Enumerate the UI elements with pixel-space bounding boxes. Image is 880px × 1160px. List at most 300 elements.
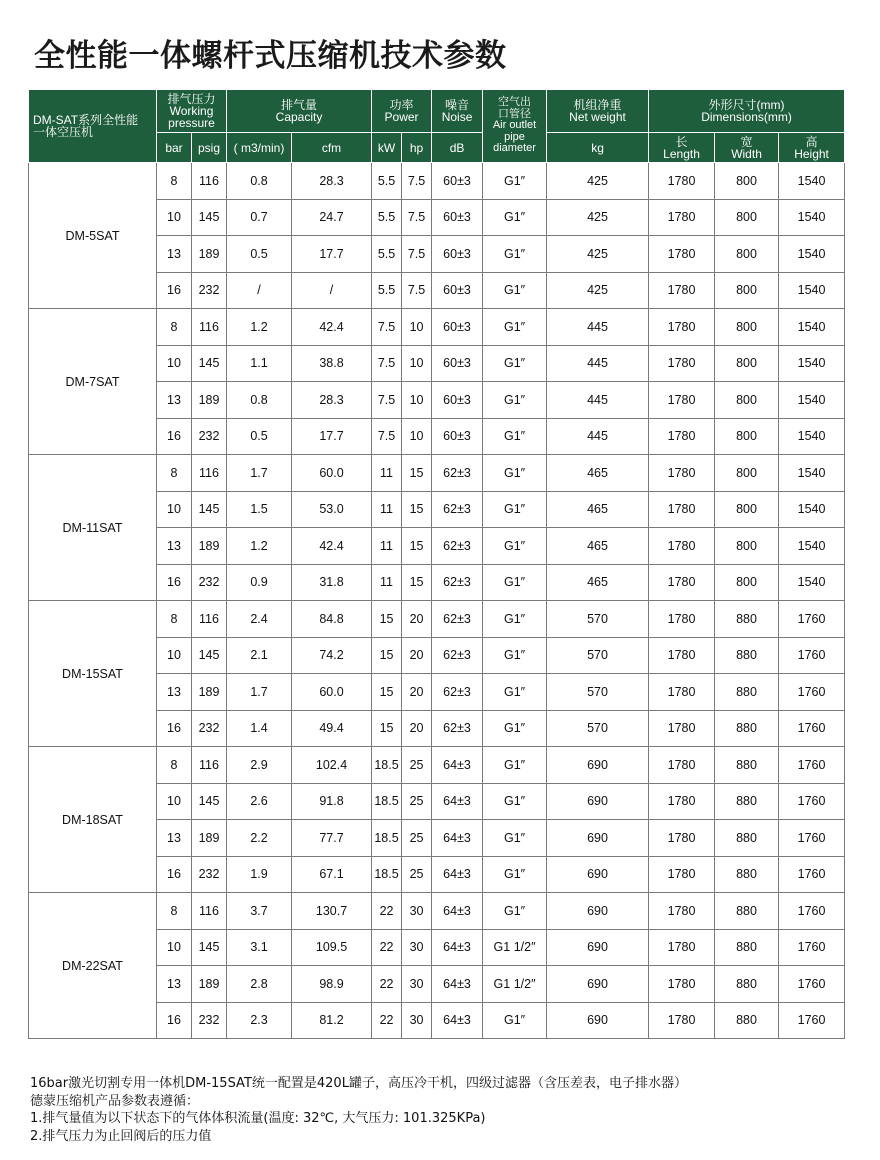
table-cell: 2.8 — [227, 966, 292, 1003]
table-cell: 880 — [715, 1002, 779, 1039]
table-cell: G1″ — [483, 418, 547, 455]
table-cell: 13 — [157, 528, 192, 565]
table-cell: 1.7 — [227, 674, 292, 711]
table-cell: 15 — [372, 637, 402, 674]
table-cell: 445 — [547, 382, 649, 419]
table-cell: 22 — [372, 893, 402, 930]
table-cell: 800 — [715, 491, 779, 528]
table-cell: 1760 — [779, 747, 845, 784]
note-line: 德蒙压缩机产品参数表遵循： — [30, 1093, 200, 1109]
table-cell: 10 — [402, 309, 432, 346]
table-cell: 60±3 — [432, 199, 483, 236]
table-cell: 16 — [157, 418, 192, 455]
table-cell: 1760 — [779, 893, 845, 930]
table-cell: 20 — [402, 710, 432, 747]
table-cell: 570 — [547, 601, 649, 638]
table-row — [29, 747, 845, 784]
table-cell: 1780 — [649, 674, 715, 711]
table-cell: 1760 — [779, 601, 845, 638]
table-cell: 18.5 — [372, 747, 402, 784]
table-cell: 1.1 — [227, 345, 292, 382]
table-cell: 10 — [157, 491, 192, 528]
table-cell: / — [292, 272, 372, 309]
table-cell: 1540 — [779, 455, 845, 492]
table-cell: 425 — [547, 236, 649, 273]
table-cell: 10 — [402, 345, 432, 382]
table-cell: 0.8 — [227, 163, 292, 200]
table-cell: 15 — [372, 710, 402, 747]
table-cell: 64±3 — [432, 966, 483, 1003]
table-cell: 7.5 — [372, 418, 402, 455]
table-cell: 11 — [372, 564, 402, 601]
table-cell: 3.1 — [227, 929, 292, 966]
table-cell: 62±3 — [432, 710, 483, 747]
table-cell: 10 — [157, 783, 192, 820]
table-cell: 11 — [372, 491, 402, 528]
table-cell: 0.7 — [227, 199, 292, 236]
table-cell: 53.0 — [292, 491, 372, 528]
table-cell: 62±3 — [432, 491, 483, 528]
unit-kg: kg — [547, 133, 649, 163]
table-cell: 42.4 — [292, 528, 372, 565]
table-cell: 1780 — [649, 382, 715, 419]
table-cell: 1780 — [649, 820, 715, 857]
table-cell: 7.5 — [372, 309, 402, 346]
note-line: 2.排气压力为止回阀后的压力值 — [30, 1128, 212, 1144]
table-cell: 570 — [547, 710, 649, 747]
unit-m3min: ( m3/min) — [227, 133, 292, 163]
table-cell: G1″ — [483, 710, 547, 747]
table-cell: 1780 — [649, 783, 715, 820]
table-cell: 800 — [715, 418, 779, 455]
table-cell: 0.5 — [227, 418, 292, 455]
model-cell: DM-15SAT — [29, 601, 157, 747]
table-cell: 10 — [157, 929, 192, 966]
model-cell: DM-18SAT — [29, 747, 157, 893]
table-cell: G1″ — [483, 637, 547, 674]
table-cell: 22 — [372, 1002, 402, 1039]
power-header: 功率 Power — [372, 90, 432, 133]
table-cell: 13 — [157, 966, 192, 1003]
table-cell: 1780 — [649, 601, 715, 638]
table-cell: 13 — [157, 236, 192, 273]
table-cell: 17.7 — [292, 418, 372, 455]
table-cell: G1″ — [483, 1002, 547, 1039]
model-header: DM-SAT系列全性能 一体空压机 — [29, 90, 157, 163]
page-title: 全性能一体螺杆式压缩机技术参数 — [34, 38, 507, 74]
table-cell: 465 — [547, 564, 649, 601]
table-cell: G1″ — [483, 309, 547, 346]
table-cell: 1.4 — [227, 710, 292, 747]
table-cell: 425 — [547, 163, 649, 200]
table-cell: 62±3 — [432, 674, 483, 711]
table-cell: 0.5 — [227, 236, 292, 273]
table-cell: 800 — [715, 382, 779, 419]
table-cell: 1760 — [779, 637, 845, 674]
note-line: 16bar激光切割专用一体机DM-15SAT统一配置是420L罐子，高压冷干机，四级过滤器（含压差表，电子排水器） — [30, 1076, 687, 1091]
table-cell: 880 — [715, 601, 779, 638]
table-cell: 1540 — [779, 491, 845, 528]
table-cell: 145 — [192, 783, 227, 820]
table-cell: 60±3 — [432, 272, 483, 309]
table-cell: 690 — [547, 856, 649, 893]
table-cell: 22 — [372, 929, 402, 966]
table-cell: G1″ — [483, 236, 547, 273]
table-cell: 880 — [715, 820, 779, 857]
table-cell: 10 — [157, 199, 192, 236]
table-cell: 2.9 — [227, 747, 292, 784]
table-cell: 16 — [157, 856, 192, 893]
table-cell: 20 — [402, 601, 432, 638]
table-cell: 1.2 — [227, 309, 292, 346]
table-cell: 1540 — [779, 309, 845, 346]
table-cell: 62±3 — [432, 637, 483, 674]
unit-height: 高 Height — [779, 133, 845, 163]
table-cell: 16 — [157, 272, 192, 309]
table-cell: 81.2 — [292, 1002, 372, 1039]
table-cell: 145 — [192, 637, 227, 674]
outlet-header: 空气出 口管径 Air outlet pipe diameter — [483, 90, 547, 163]
model-cell: DM-11SAT — [29, 455, 157, 601]
table-cell: 102.4 — [292, 747, 372, 784]
table-cell: G1″ — [483, 382, 547, 419]
table-cell: 15 — [402, 491, 432, 528]
table-cell: 1.7 — [227, 455, 292, 492]
table-cell: 1780 — [649, 856, 715, 893]
table-cell: 690 — [547, 820, 649, 857]
table-cell: 690 — [547, 966, 649, 1003]
table-cell: 7.5 — [402, 272, 432, 309]
table-cell: 232 — [192, 272, 227, 309]
table-cell: 1540 — [779, 345, 845, 382]
table-cell: 425 — [547, 199, 649, 236]
table-cell: 20 — [402, 674, 432, 711]
dimensions-header: 外形尺寸(mm) Dimensions(mm) — [649, 90, 845, 133]
table-cell: 880 — [715, 747, 779, 784]
table-cell: 1.9 — [227, 856, 292, 893]
table-cell: 28.3 — [292, 382, 372, 419]
table-cell: G1″ — [483, 199, 547, 236]
weight-header: 机组净重 Net weight — [547, 90, 649, 133]
table-cell: 30 — [402, 929, 432, 966]
table-cell: 13 — [157, 674, 192, 711]
table-cell: 1760 — [779, 856, 845, 893]
table-cell: 1780 — [649, 528, 715, 565]
table-cell: 1540 — [779, 382, 845, 419]
table-cell: 74.2 — [292, 637, 372, 674]
table-cell: G1″ — [483, 564, 547, 601]
table-cell: 16 — [157, 1002, 192, 1039]
table-cell: 1780 — [649, 418, 715, 455]
table-cell: 8 — [157, 747, 192, 784]
table-cell: 5.5 — [372, 272, 402, 309]
table-cell: G1″ — [483, 528, 547, 565]
table-cell: 1780 — [649, 929, 715, 966]
table-cell: 64±3 — [432, 747, 483, 784]
table-cell: 445 — [547, 418, 649, 455]
table-cell: 1780 — [649, 455, 715, 492]
table-cell: 15 — [402, 455, 432, 492]
table-cell: 1780 — [649, 893, 715, 930]
unit-hp: hp — [402, 133, 432, 163]
table-cell: 130.7 — [292, 893, 372, 930]
table-cell: G1″ — [483, 747, 547, 784]
table-cell: 880 — [715, 893, 779, 930]
table-cell: 62±3 — [432, 528, 483, 565]
table-cell: 2.4 — [227, 601, 292, 638]
table-cell: 64±3 — [432, 856, 483, 893]
table-cell: 31.8 — [292, 564, 372, 601]
table-cell: 11 — [372, 528, 402, 565]
table-cell: 570 — [547, 674, 649, 711]
table-cell: 7.5 — [372, 345, 402, 382]
table-cell: 60±3 — [432, 418, 483, 455]
table-cell: 116 — [192, 747, 227, 784]
table-cell: 30 — [402, 893, 432, 930]
table-cell: 91.8 — [292, 783, 372, 820]
table-cell: 10 — [157, 637, 192, 674]
table-cell: 1.5 — [227, 491, 292, 528]
table-cell: 1780 — [649, 236, 715, 273]
table-cell: 690 — [547, 747, 649, 784]
table-cell: 60±3 — [432, 382, 483, 419]
table-row — [29, 309, 845, 346]
table-cell: 1760 — [779, 1002, 845, 1039]
table-cell: 800 — [715, 455, 779, 492]
table-cell: 77.7 — [292, 820, 372, 857]
capacity-header: 排气量 Capacity — [227, 90, 372, 133]
table-cell: 18.5 — [372, 856, 402, 893]
table-cell: 1540 — [779, 528, 845, 565]
table-cell: 7.5 — [402, 163, 432, 200]
table-cell: 60±3 — [432, 309, 483, 346]
table-cell: 15 — [402, 528, 432, 565]
table-cell: 60.0 — [292, 455, 372, 492]
table-cell: 5.5 — [372, 163, 402, 200]
table-cell: 189 — [192, 820, 227, 857]
table-cell: 84.8 — [292, 601, 372, 638]
table-cell: 1540 — [779, 199, 845, 236]
table-cell: 1780 — [649, 637, 715, 674]
table-cell: 5.5 — [372, 236, 402, 273]
table-cell: 60±3 — [432, 345, 483, 382]
table-cell: 16 — [157, 710, 192, 747]
table-cell: 5.5 — [372, 199, 402, 236]
table-cell: 570 — [547, 637, 649, 674]
noise-header: 噪音 Noise — [432, 90, 483, 133]
table-cell: 64±3 — [432, 783, 483, 820]
table-cell: 17.7 — [292, 236, 372, 273]
table-cell: 425 — [547, 272, 649, 309]
table-cell: G1″ — [483, 674, 547, 711]
unit-db: dB — [432, 133, 483, 163]
table-cell: 116 — [192, 893, 227, 930]
table-cell: G1″ — [483, 820, 547, 857]
table-cell: 18.5 — [372, 783, 402, 820]
table-cell: 25 — [402, 820, 432, 857]
table-cell: 1540 — [779, 236, 845, 273]
table-cell: 1540 — [779, 163, 845, 200]
table-cell: 15 — [372, 601, 402, 638]
table-cell: 189 — [192, 528, 227, 565]
table-cell: 18.5 — [372, 820, 402, 857]
table-cell: 25 — [402, 856, 432, 893]
table-cell: 232 — [192, 710, 227, 747]
table-cell: 189 — [192, 674, 227, 711]
table-cell: 2.3 — [227, 1002, 292, 1039]
table-cell: 1780 — [649, 309, 715, 346]
table-cell: 232 — [192, 856, 227, 893]
table-cell: 232 — [192, 418, 227, 455]
table-cell: 10 — [402, 382, 432, 419]
table-cell: 49.4 — [292, 710, 372, 747]
table-cell: 465 — [547, 455, 649, 492]
table-cell: 62±3 — [432, 564, 483, 601]
table-cell: 25 — [402, 783, 432, 820]
table-cell: 42.4 — [292, 309, 372, 346]
table-cell: 64±3 — [432, 820, 483, 857]
table-cell: 116 — [192, 309, 227, 346]
table-cell: 1780 — [649, 272, 715, 309]
unit-width: 宽 Width — [715, 133, 779, 163]
table-cell: 1760 — [779, 820, 845, 857]
table-cell: 1540 — [779, 564, 845, 601]
table-cell: 145 — [192, 491, 227, 528]
table-cell: 8 — [157, 893, 192, 930]
table-cell: 1780 — [649, 710, 715, 747]
table-cell: 880 — [715, 966, 779, 1003]
table-cell: 1780 — [649, 163, 715, 200]
table-cell: 145 — [192, 929, 227, 966]
table-cell: 30 — [402, 966, 432, 1003]
note-line: 1.排气量值为以下状态下的气体体积流量(温度: 32℃, 大气压力: 101.325KPa) — [30, 1111, 486, 1126]
table-cell: 11 — [372, 455, 402, 492]
table-cell: 880 — [715, 710, 779, 747]
table-cell: G1″ — [483, 272, 547, 309]
unit-length: 长 Length — [649, 133, 715, 163]
table-cell: 109.5 — [292, 929, 372, 966]
table-cell: 232 — [192, 1002, 227, 1039]
table-cell: 690 — [547, 893, 649, 930]
table-cell: 2.6 — [227, 783, 292, 820]
table-cell: 800 — [715, 163, 779, 200]
table-cell: G1″ — [483, 601, 547, 638]
table-cell: 1540 — [779, 418, 845, 455]
unit-psig: psig — [192, 133, 227, 163]
table-cell: 1760 — [779, 710, 845, 747]
notes — [30, 1075, 687, 1145]
table-cell: 880 — [715, 856, 779, 893]
table-cell: 145 — [192, 199, 227, 236]
table-cell: 7.5 — [402, 199, 432, 236]
table-cell: 145 — [192, 345, 227, 382]
table-cell: 15 — [402, 564, 432, 601]
table-cell: 16 — [157, 564, 192, 601]
table-cell: 60±3 — [432, 236, 483, 273]
table-cell: 116 — [192, 455, 227, 492]
pressure-header: 排气压力 Working pressure — [157, 90, 227, 133]
table-cell: 1780 — [649, 747, 715, 784]
table-cell: 1760 — [779, 929, 845, 966]
table-cell: 1780 — [649, 199, 715, 236]
table-cell: G1″ — [483, 783, 547, 820]
table-row — [29, 893, 845, 930]
table-cell: 60.0 — [292, 674, 372, 711]
table-cell: 3.7 — [227, 893, 292, 930]
table-cell: 38.8 — [292, 345, 372, 382]
model-cell: DM-22SAT — [29, 893, 157, 1039]
table-cell: 0.8 — [227, 382, 292, 419]
unit-bar: bar — [157, 133, 192, 163]
table-cell: 7.5 — [402, 236, 432, 273]
table-cell: 1780 — [649, 1002, 715, 1039]
table-cell: 1.2 — [227, 528, 292, 565]
table-cell: G1″ — [483, 345, 547, 382]
table-cell: 98.9 — [292, 966, 372, 1003]
table-cell: G1″ — [483, 163, 547, 200]
table-cell: 189 — [192, 966, 227, 1003]
table-cell: 800 — [715, 199, 779, 236]
table-cell: 1540 — [779, 272, 845, 309]
table-cell: 880 — [715, 637, 779, 674]
table-cell: 28.3 — [292, 163, 372, 200]
table-cell: G1 1/2″ — [483, 966, 547, 1003]
table-cell: 189 — [192, 236, 227, 273]
table-row — [29, 601, 845, 638]
model-cell: DM-5SAT — [29, 163, 157, 309]
table-cell: 1780 — [649, 491, 715, 528]
table-cell: / — [227, 272, 292, 309]
table-cell: 30 — [402, 1002, 432, 1039]
table-cell: 445 — [547, 345, 649, 382]
table-cell: G1″ — [483, 893, 547, 930]
table-cell: 13 — [157, 382, 192, 419]
spec-table-body — [29, 163, 845, 1039]
table-cell: 24.7 — [292, 199, 372, 236]
table-cell: 67.1 — [292, 856, 372, 893]
table-cell: 64±3 — [432, 929, 483, 966]
table-cell: 64±3 — [432, 1002, 483, 1039]
table-cell: 7.5 — [372, 382, 402, 419]
table-cell: 800 — [715, 564, 779, 601]
table-cell: 445 — [547, 309, 649, 346]
model-cell: DM-7SAT — [29, 309, 157, 455]
table-cell: 8 — [157, 455, 192, 492]
table-cell: 690 — [547, 929, 649, 966]
table-cell: 800 — [715, 272, 779, 309]
table-cell: 10 — [402, 418, 432, 455]
spec-table — [28, 89, 845, 1039]
table-cell: 22 — [372, 966, 402, 1003]
table-cell: 116 — [192, 601, 227, 638]
table-cell: 116 — [192, 163, 227, 200]
table-cell: 25 — [402, 747, 432, 784]
table-cell: 690 — [547, 783, 649, 820]
table-cell: 8 — [157, 601, 192, 638]
table-cell: 189 — [192, 382, 227, 419]
table-cell: 800 — [715, 345, 779, 382]
table-cell: 60±3 — [432, 163, 483, 200]
table-cell: 64±3 — [432, 893, 483, 930]
table-row — [29, 455, 845, 492]
table-cell: 465 — [547, 491, 649, 528]
table-cell: G1 1/2″ — [483, 929, 547, 966]
table-cell: 800 — [715, 528, 779, 565]
table-cell: 800 — [715, 309, 779, 346]
table-cell: 2.2 — [227, 820, 292, 857]
table-cell: 1780 — [649, 345, 715, 382]
table-cell: 1760 — [779, 966, 845, 1003]
